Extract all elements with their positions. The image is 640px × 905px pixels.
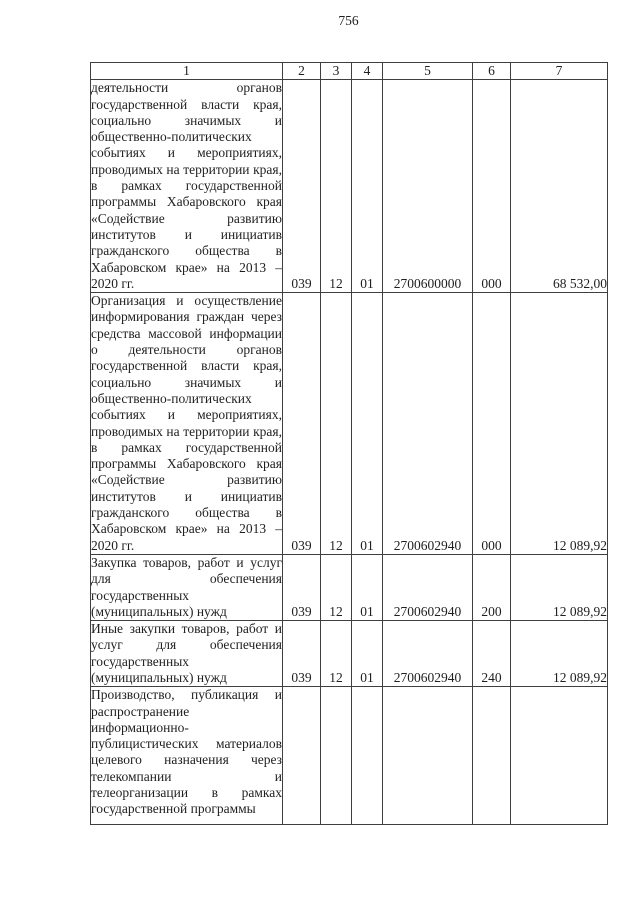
col2-cell: 039 xyxy=(283,293,321,555)
name-cell: Организация и осуществление информирования граждан через средства массовой информации о деятельности органов государственной власти края, социально значимых и общественно-политических событиях и мероприятиях, проводимых на территории края, в рамках государственной программы Хабаровского края «Содействие развитию институтов и инициатив гражданского общества в Хабаровском крае» на 2013 – 2020 гг. xyxy=(91,293,282,553)
amount-cell xyxy=(511,687,608,825)
budget-table xyxy=(90,62,608,825)
col3-cell: 12 xyxy=(321,554,352,620)
col3-cell: 12 xyxy=(321,293,352,555)
col5-cell: 2700602940 xyxy=(383,621,473,687)
header-cell-5: 5 xyxy=(383,63,473,80)
col4-cell: 01 xyxy=(352,80,383,293)
col5-cell: 2700602940 xyxy=(383,554,473,620)
header-cell-4: 4 xyxy=(352,63,383,80)
table-row xyxy=(91,293,608,555)
name-cell: Закупка товаров, работ и услуг для обеспечения государственных (муниципальных) нужд xyxy=(91,554,282,619)
col5-cell xyxy=(383,687,473,825)
amount-cell: 68 532,00 xyxy=(511,80,608,293)
page-number: 756 xyxy=(338,13,359,28)
col4-cell xyxy=(352,687,383,825)
table-row xyxy=(91,80,608,293)
amount-cell: 12 089,92 xyxy=(511,554,608,620)
col2-cell xyxy=(283,687,321,825)
col5-cell: 2700602940 xyxy=(383,293,473,555)
table-body xyxy=(91,80,608,825)
header-cell-2: 2 xyxy=(283,63,321,80)
header-cell-6: 6 xyxy=(473,63,511,80)
col5-cell: 2700600000 xyxy=(383,80,473,293)
amount-cell: 12 089,92 xyxy=(511,293,608,555)
amount-cell: 12 089,92 xyxy=(511,621,608,687)
name-cell: Иные закупки товаров, работ и услуг для обеспечения государственных (муниципальных) нужд xyxy=(91,621,282,685)
col4-cell: 01 xyxy=(352,621,383,687)
col6-cell: 000 xyxy=(473,293,511,555)
col4-cell: 01 xyxy=(352,293,383,555)
header-row xyxy=(91,63,608,80)
header-cell-1: 1 xyxy=(91,63,283,80)
col6-cell: 000 xyxy=(473,80,511,293)
table-row xyxy=(91,621,608,687)
table-row xyxy=(91,554,608,620)
col6-cell: 200 xyxy=(473,554,511,620)
col4-cell: 01 xyxy=(352,554,383,620)
col3-cell xyxy=(321,687,352,825)
col2-cell: 039 xyxy=(283,621,321,687)
name-cell: Производство, публикация и распространение информационно-публицистических материалов целевого назначения через телекомпании и телеорганизации в рамках государственной программы xyxy=(91,687,283,825)
col2-cell: 039 xyxy=(283,554,321,620)
table-header xyxy=(91,63,608,80)
name-cell: деятельности органов государственной власти края, социально значимых и общественно-политических событиях и мероприятиях, проводимых на территории края, в рамках государственной программы Хабаровского края «Содействие развитию институтов и инициатив гражданского общества в Хабаровском крае» на 2013 – 2020 гг. xyxy=(91,80,282,291)
table-row xyxy=(91,687,608,825)
header-cell-7: 7 xyxy=(511,63,608,80)
header-cell-3: 3 xyxy=(321,63,352,80)
col3-cell: 12 xyxy=(321,80,352,293)
col6-cell: 240 xyxy=(473,621,511,687)
col6-cell xyxy=(473,687,511,825)
col3-cell: 12 xyxy=(321,621,352,687)
budget-table-container xyxy=(90,62,607,825)
col2-cell: 039 xyxy=(283,80,321,293)
